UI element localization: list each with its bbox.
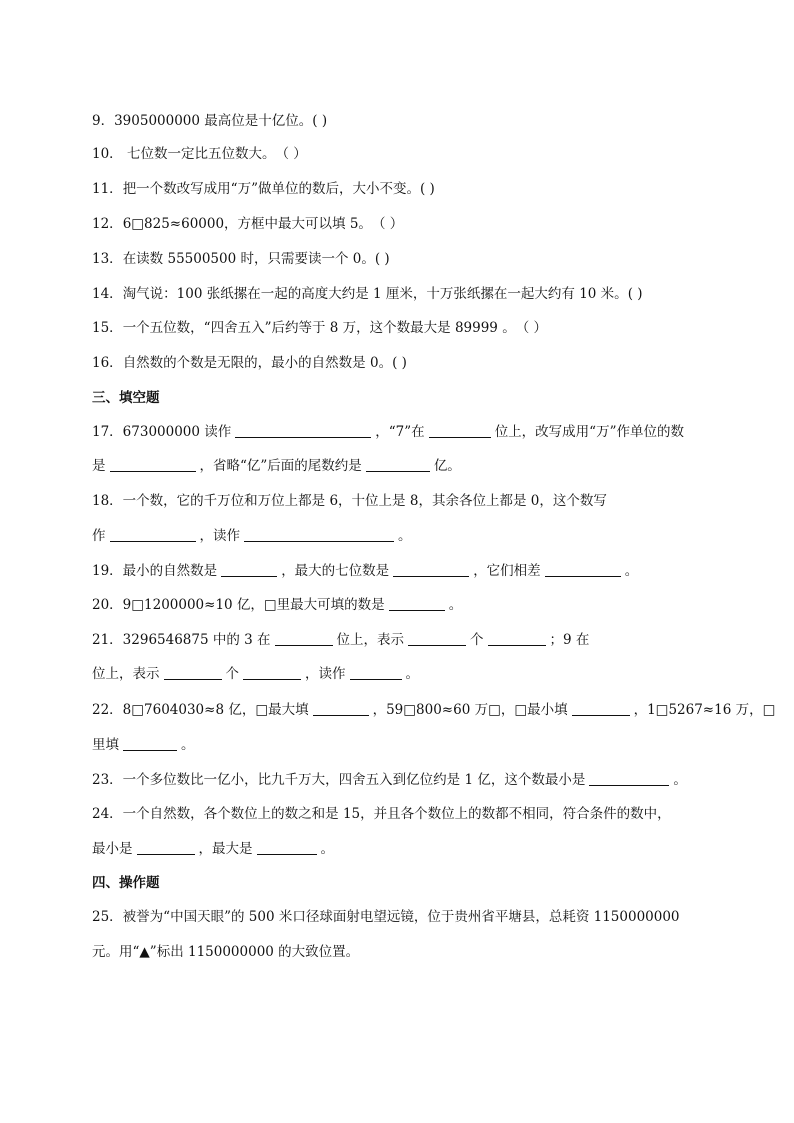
question-18-line2: 作 ，读作 。 xyxy=(92,528,412,544)
blank-min-number[interactable] xyxy=(589,771,669,786)
blank-smallest[interactable] xyxy=(137,840,195,855)
question-17-line1: 17．673000000 读作 ，“7”在 位上，改写成用“万”作单位的数 xyxy=(92,424,684,440)
blank-max-digit[interactable] xyxy=(389,596,445,611)
answer-paren[interactable]: ( ) xyxy=(392,355,407,371)
blank-read-21[interactable] xyxy=(350,665,402,680)
answer-paren[interactable]: ( ) xyxy=(627,286,643,302)
question-11: 11．把一个数改写成用“万”做单位的数后，大小不变。( ) xyxy=(92,181,435,197)
blank-max-seven-digit[interactable] xyxy=(393,562,469,577)
blank-largest[interactable] xyxy=(257,840,317,855)
question-16: 16．自然数的个数是无限的，最小的自然数是 0。( ) xyxy=(92,355,407,371)
question-20: 20．9□1200000≈10 亿，□里最大可填的数是 。 xyxy=(92,597,463,613)
blank-yi-approx[interactable] xyxy=(366,457,430,472)
question-24-line1: 24．一个自然数，各个数位上的数之和是 15，并且各个数位上的数都不相同，符合条件的数中， xyxy=(92,806,671,822)
section-heading-operation: 四、操作题 xyxy=(92,875,160,891)
question-25-line2: 元。用“▲”标出 1150000000 的大致位置。 xyxy=(92,944,360,960)
triangle-icon: ▲ xyxy=(139,944,150,960)
question-14: 14．淘气说：100 张纸摞在一起的高度大约是 1 厘米，十万张纸摞在一起大约有 10 米。( ) xyxy=(92,286,643,302)
question-22-line1: 22．8□7604030≈8 亿，□最大填 ，59□800≈60 万□，□最小填 ，1□5267≈16 万，□ xyxy=(92,702,776,718)
question-25-line1: 25．被誉为“中国天眼”的 500 米口径球面射电望远镜，位于贵州省平塘县，总耗资 1150000000 xyxy=(92,909,680,925)
question-9: 9．3905000000 最高位是十亿位。( ) xyxy=(92,113,328,129)
blank-count-3[interactable] xyxy=(408,631,466,646)
blank-reading[interactable] xyxy=(235,423,371,438)
question-19: 19．最小的自然数是 ，最大的七位数是 ，它们相差 。 xyxy=(92,563,639,579)
answer-paren[interactable]: ( ) xyxy=(312,113,328,129)
question-17-line2: 是 ，省略“亿”后面的尾数约是 亿。 xyxy=(92,458,461,474)
answer-paren[interactable]: （ ） xyxy=(515,320,547,336)
question-22-line2: 里填 。 xyxy=(92,737,195,753)
blank-fill-digit[interactable] xyxy=(123,736,177,751)
blank-place-3[interactable] xyxy=(275,631,333,646)
answer-paren[interactable]: ( ) xyxy=(374,251,390,267)
blank-difference[interactable] xyxy=(545,562,621,577)
section-heading-fill-in: 三、填空题 xyxy=(92,390,160,406)
blank-count-9[interactable] xyxy=(164,665,222,680)
blank-min-natural[interactable] xyxy=(221,562,277,577)
blank-written[interactable] xyxy=(110,527,196,542)
answer-paren[interactable]: ( ) xyxy=(420,181,435,197)
question-10: 10． 七位数一定比五位数大。（ ） xyxy=(92,146,307,162)
blank-unit-3[interactable] xyxy=(488,631,546,646)
question-15: 15．一个五位数，“四舍五入”后约等于 8 万，这个数最大是 89999 。（ ） xyxy=(92,320,547,336)
question-21-line2: 位上，表示 个 ，读作 。 xyxy=(92,666,419,682)
blank-place[interactable] xyxy=(429,423,491,438)
blank-read[interactable] xyxy=(244,527,394,542)
question-21-line1: 21．3296546875 中的 3 在 位上，表示 个 ；9 在 xyxy=(92,632,590,648)
blank-min-fill[interactable] xyxy=(572,701,630,716)
question-24-line2: 最小是 ，最大是 。 xyxy=(92,841,334,857)
question-18-line1: 18．一个数，它的千万位和万位上都是 6，十位上是 8，其余各位上都是 0，这个数写 xyxy=(92,493,607,509)
question-13: 13．在读数 55500500 时，只需要读一个 0。( ) xyxy=(92,251,390,267)
question-23: 23．一个多位数比一亿小，比九千万大，四舍五入到亿位约是 1 亿，这个数最小是 。 xyxy=(92,772,687,788)
blank-max-fill[interactable] xyxy=(313,701,369,716)
question-12: 12．6□825≈60000，方框中最大可以填 5。（ ） xyxy=(92,216,404,232)
blank-wan-form[interactable] xyxy=(110,457,196,472)
blank-unit-9[interactable] xyxy=(243,665,301,680)
answer-paren[interactable]: （ ） xyxy=(371,216,404,232)
answer-paren[interactable]: （ ） xyxy=(275,146,307,162)
